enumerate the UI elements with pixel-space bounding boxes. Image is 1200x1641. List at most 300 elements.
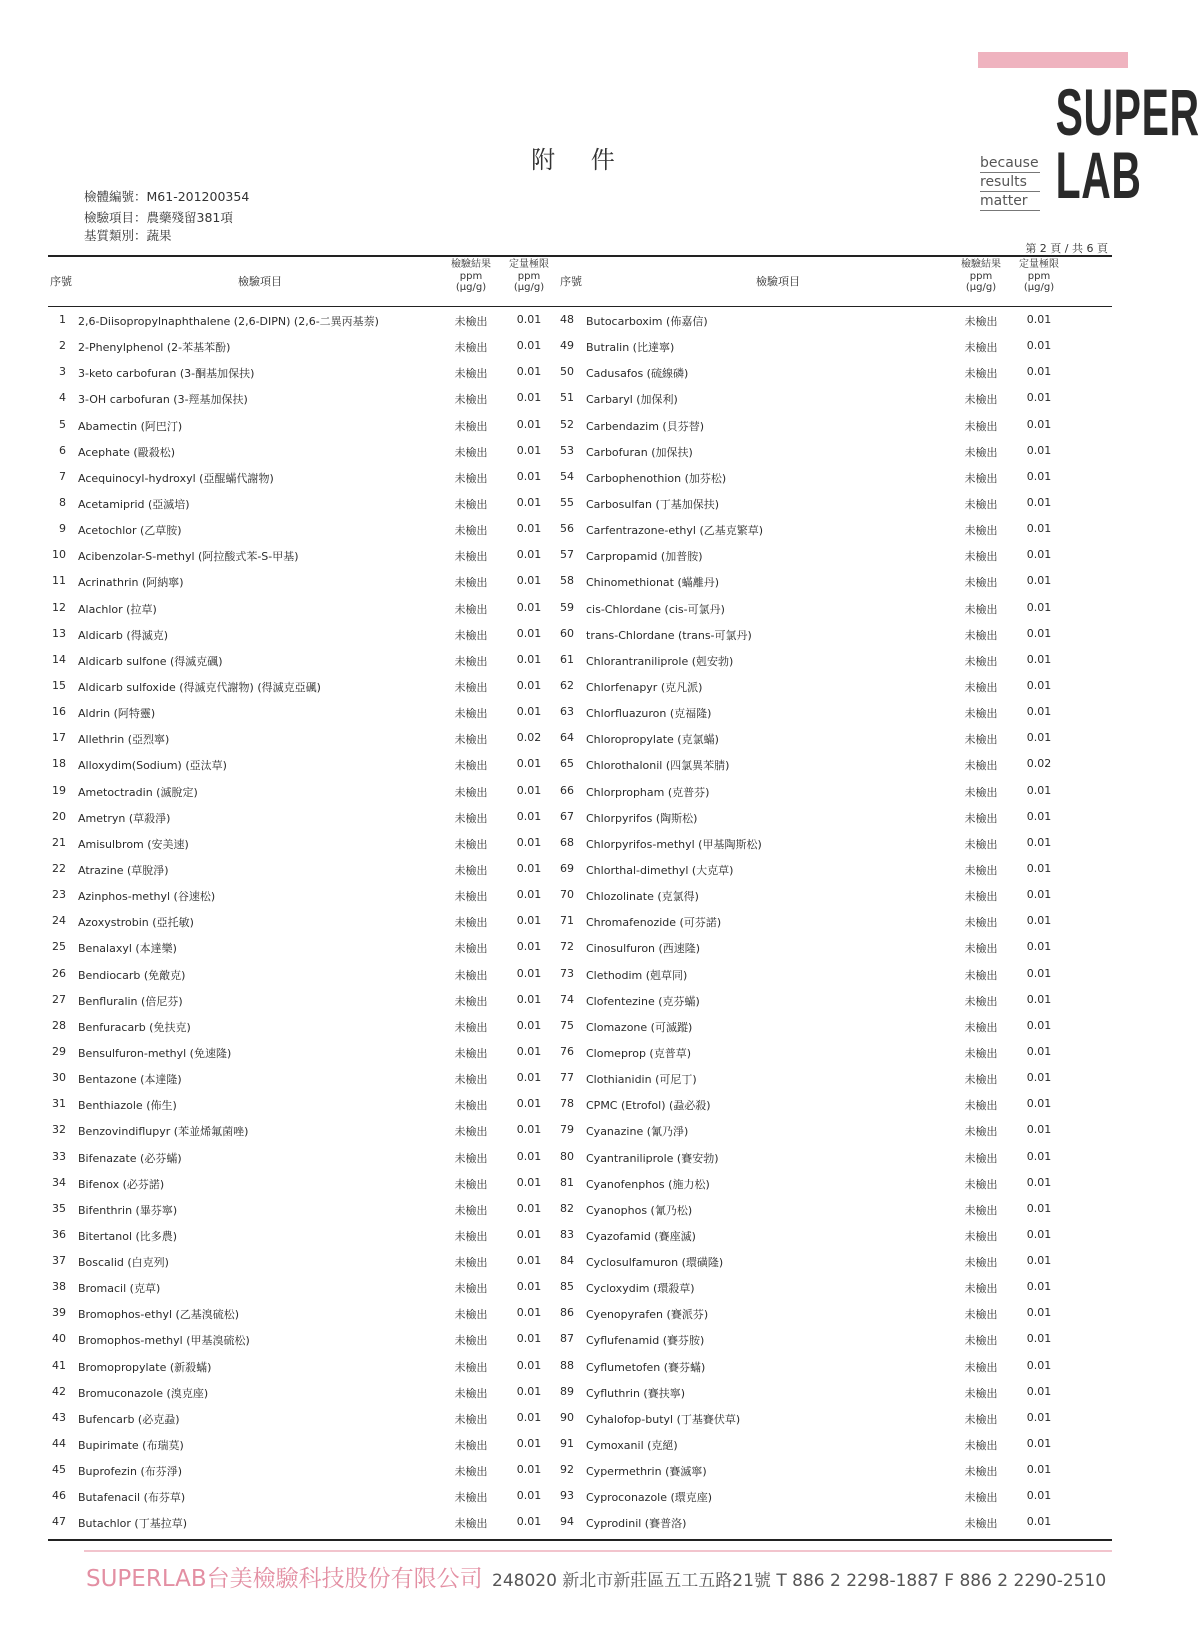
pesticide-name: Bifenthrin (畢芬寧) — [78, 1203, 178, 1217]
quantitation-limit: 0.01 — [1026, 469, 1052, 483]
quantitation-limit: 0.01 — [1026, 678, 1052, 692]
test-result: 未檢出 — [454, 315, 488, 328]
quantitation-limit: 0.01 — [1026, 731, 1052, 745]
pesticide-name: Chlorpyrifos-methyl (甲基陶斯松) — [586, 837, 762, 851]
quantitation-limit: 0.01 — [1026, 1306, 1052, 1320]
quantitation-limit: 0.01 — [1026, 443, 1052, 457]
pesticide-name: Bifenazate (必芬蟎) — [78, 1151, 182, 1165]
row-number: 22 — [52, 861, 66, 875]
row-number: 54 — [560, 469, 574, 483]
quantitation-limit: 0.01 — [1026, 313, 1052, 326]
quantitation-limit: 0.01 — [516, 1254, 542, 1268]
header-loq-right — [1012, 259, 1066, 294]
quantitation-limit: 0.01 — [516, 1097, 542, 1111]
row-number: 33 — [52, 1149, 66, 1163]
test-result: 未檢出 — [964, 1020, 998, 1034]
table-row — [48, 855, 1112, 881]
table-row — [48, 1064, 1112, 1090]
pesticide-name: Acrinathrin (阿納寧) — [78, 576, 184, 590]
row-number: 79 — [560, 1123, 574, 1137]
test-result: 未檢出 — [964, 707, 998, 721]
row-number: 53 — [560, 443, 574, 457]
test-result: 未檢出 — [454, 524, 488, 538]
quantitation-limit: 0.01 — [516, 809, 542, 823]
row-number: 67 — [560, 809, 574, 823]
test-result: 未檢出 — [454, 916, 488, 930]
results-table-body — [48, 306, 1112, 1535]
pesticide-name: Bentazone (本達隆) — [78, 1073, 182, 1087]
test-item: 檢驗項目：農藥殘留381項 — [84, 210, 233, 225]
quantitation-limit: 0.01 — [516, 1306, 542, 1320]
pesticide-name: trans-Chlordane (trans-可氯丹) — [586, 628, 752, 642]
test-result: 未檢出 — [454, 863, 488, 877]
test-result: 未檢出 — [454, 602, 488, 616]
row-number: 9 — [59, 522, 66, 536]
test-result: 未檢出 — [964, 1360, 998, 1374]
pesticide-name: Cyflufenamid (賽芬胺) — [586, 1334, 705, 1348]
pesticide-name: Bupirimate (布瑞莫) — [78, 1439, 184, 1453]
test-result: 未檢出 — [964, 393, 998, 407]
test-result: 未檢出 — [964, 811, 998, 825]
header-loq-label: 定量極限 — [1019, 259, 1059, 270]
test-result: 未檢出 — [454, 811, 488, 825]
pesticide-name: Alloxydim(Sodium) (亞汰草) — [78, 759, 227, 773]
pesticide-name: Bromopropylate (新殺蟎) — [78, 1360, 212, 1374]
pesticide-name: Cypermethrin (賽滅寧) — [586, 1465, 707, 1479]
quantitation-limit: 0.01 — [516, 522, 542, 536]
quantitation-limit: 0.01 — [1026, 835, 1052, 849]
test-result: 未檢出 — [454, 1229, 488, 1243]
test-result: 未檢出 — [964, 733, 998, 747]
row-number: 71 — [560, 914, 574, 928]
test-result: 未檢出 — [964, 445, 998, 459]
pesticide-name: Aldicarb (得滅克) — [78, 628, 168, 642]
row-number: 93 — [560, 1489, 574, 1503]
pesticide-name: Butafenacil (布芬草) — [78, 1491, 186, 1505]
pesticide-name: Cyantraniliprole (賽安勃) — [586, 1151, 719, 1165]
row-number: 59 — [560, 600, 574, 614]
quantitation-limit: 0.01 — [1026, 809, 1052, 823]
row-number: 60 — [560, 626, 574, 640]
row-number: 13 — [52, 626, 66, 640]
pesticide-name: Abamectin (阿巴汀) — [78, 419, 183, 433]
row-number: 70 — [560, 888, 574, 902]
test-result: 未檢出 — [454, 1386, 488, 1400]
test-result: 未檢出 — [454, 1308, 488, 1322]
row-number: 56 — [560, 522, 574, 536]
pesticide-name: Cyhalofop-butyl (丁基賽伏草) — [586, 1412, 741, 1426]
table-bottom-rule — [48, 1539, 1112, 1541]
row-number: 10 — [52, 548, 66, 562]
pesticide-name: Benfluralin (倍尼芬) — [78, 994, 183, 1008]
pesticide-name: Cyazofamid (賽座滅) — [586, 1229, 696, 1243]
quantitation-limit: 0.01 — [516, 861, 542, 875]
test-result: 未檢出 — [964, 1256, 998, 1270]
row-number: 73 — [560, 966, 574, 980]
row-number: 20 — [52, 809, 66, 823]
table-top-rule — [48, 255, 1112, 257]
quantitation-limit: 0.01 — [516, 1175, 542, 1189]
header-no-right: 序號 — [560, 275, 582, 288]
test-result: 未檢出 — [454, 1517, 488, 1531]
header-loq-unit: ppm — [1027, 270, 1051, 282]
table-row — [48, 1012, 1112, 1038]
pesticide-name: Aldicarb sulfoxide (得滅克代謝物) (得滅克亞碸) — [78, 680, 321, 694]
quantitation-limit: 0.01 — [1026, 1071, 1052, 1085]
row-number: 25 — [52, 940, 66, 954]
row-number: 92 — [560, 1463, 574, 1477]
pesticide-name: Azoxystrobin (亞托敏) — [78, 916, 194, 930]
pesticide-name: Butralin (比達寧) — [586, 341, 675, 355]
row-number: 81 — [560, 1175, 574, 1189]
quantitation-limit: 0.01 — [516, 992, 542, 1006]
test-result: 未檢出 — [964, 576, 998, 590]
quantitation-limit: 0.01 — [1026, 1201, 1052, 1215]
quantitation-limit: 0.01 — [1026, 1489, 1052, 1503]
row-number: 85 — [560, 1280, 574, 1294]
test-result: 未檢出 — [964, 497, 998, 511]
row-number: 87 — [560, 1332, 574, 1346]
quantitation-limit: 0.01 — [516, 469, 542, 483]
row-number: 89 — [560, 1384, 574, 1398]
pesticide-name: 3-OH carbofuran (3-羥基加保扶) — [78, 393, 248, 407]
quantitation-limit: 0.01 — [516, 914, 542, 928]
quantitation-limit: 0.01 — [516, 783, 542, 797]
test-result: 未檢出 — [454, 1151, 488, 1165]
row-number: 90 — [560, 1410, 574, 1424]
table-row — [48, 437, 1112, 463]
header-loq-unit-alt: (μg/g) — [513, 282, 545, 293]
row-number: 8 — [59, 495, 66, 509]
header-result-label: 檢驗結果 — [961, 259, 1001, 270]
test-result: 未檢出 — [454, 680, 488, 694]
test-result: 未檢出 — [964, 1334, 998, 1348]
test-result: 未檢出 — [964, 863, 998, 877]
pesticide-name: Boscalid (白克列) — [78, 1256, 169, 1270]
test-result: 未檢出 — [964, 1099, 998, 1113]
quantitation-limit: 0.01 — [1026, 1332, 1052, 1346]
test-result: 未檢出 — [454, 759, 488, 773]
pesticide-name: Cadusafos (硫線磷) — [586, 367, 689, 381]
quantitation-limit: 0.01 — [516, 1149, 542, 1163]
row-number: 45 — [52, 1463, 66, 1477]
row-number: 31 — [52, 1097, 66, 1111]
table-row — [48, 724, 1112, 750]
quantitation-limit: 0.01 — [516, 417, 542, 431]
pesticide-name: cis-Chlordane (cis-可氯丹) — [586, 602, 725, 616]
test-result: 未檢出 — [964, 968, 998, 982]
row-number: 65 — [560, 757, 574, 771]
test-result: 未檢出 — [964, 341, 998, 355]
table-row — [48, 1221, 1112, 1247]
row-number: 80 — [560, 1149, 574, 1163]
logo-tagline-line: because — [980, 155, 1039, 171]
table-row — [48, 1430, 1112, 1456]
row-number: 47 — [52, 1515, 66, 1529]
table-row — [48, 698, 1112, 724]
table-row — [48, 646, 1112, 672]
test-result: 未檢出 — [454, 1256, 488, 1270]
quantitation-limit: 0.01 — [516, 1437, 542, 1451]
row-number: 15 — [52, 678, 66, 692]
table-row — [48, 541, 1112, 567]
row-number: 18 — [52, 757, 66, 771]
quantitation-limit: 0.01 — [516, 966, 542, 980]
row-number: 77 — [560, 1071, 574, 1085]
row-number: 50 — [560, 365, 574, 379]
header-item-left: 檢驗項目 — [238, 275, 282, 288]
table-row — [48, 1116, 1112, 1142]
pesticide-name: Chlorthal-dimethyl (大克草) — [586, 863, 734, 877]
test-result: 未檢出 — [454, 367, 488, 381]
test-result: 未檢出 — [454, 1203, 488, 1217]
pesticide-name: Chlorfenapyr (克凡派) — [586, 680, 703, 694]
row-number: 29 — [52, 1044, 66, 1058]
row-number: 94 — [560, 1515, 574, 1529]
table-row — [48, 1404, 1112, 1430]
table-row — [48, 907, 1112, 933]
pesticide-name: Chlorpyrifos (陶斯松) — [586, 811, 698, 825]
pesticide-name: Acetochlor (乙草胺) — [78, 524, 182, 538]
logo-accent-bar — [978, 52, 1128, 68]
quantitation-limit: 0.01 — [1026, 548, 1052, 562]
row-number: 37 — [52, 1254, 66, 1268]
logo-tagline-line: matter — [980, 192, 1040, 211]
row-number: 39 — [52, 1306, 66, 1320]
row-number: 58 — [560, 574, 574, 588]
row-number: 35 — [52, 1201, 66, 1215]
test-result: 未檢出 — [454, 890, 488, 904]
header-result-right — [954, 259, 1008, 294]
test-result: 未檢出 — [964, 367, 998, 381]
table-row — [48, 463, 1112, 489]
row-number: 76 — [560, 1044, 574, 1058]
row-number: 82 — [560, 1201, 574, 1215]
test-result: 未檢出 — [454, 445, 488, 459]
row-number: 16 — [52, 705, 66, 719]
test-result: 未檢出 — [964, 1386, 998, 1400]
pesticide-name: Chromafenozide (可芬諾) — [586, 916, 722, 930]
row-number: 49 — [560, 339, 574, 353]
test-result: 未檢出 — [454, 1360, 488, 1374]
row-number: 57 — [560, 548, 574, 562]
quantitation-limit: 0.01 — [516, 1071, 542, 1085]
test-result: 未檢出 — [454, 1020, 488, 1034]
pesticide-name: Chlorothalonil (四氯異苯腈) — [586, 759, 730, 773]
test-result: 未檢出 — [454, 968, 488, 982]
row-number: 68 — [560, 835, 574, 849]
quantitation-limit: 0.01 — [516, 757, 542, 771]
pesticide-name: Bitertanol (比多農) — [78, 1229, 178, 1243]
quantitation-limit: 0.01 — [1026, 522, 1052, 536]
row-number: 28 — [52, 1018, 66, 1032]
test-result: 未檢出 — [964, 1125, 998, 1139]
row-number: 83 — [560, 1227, 574, 1241]
row-number: 2 — [59, 339, 66, 353]
quantitation-limit: 0.01 — [1026, 626, 1052, 640]
test-result: 未檢出 — [454, 1177, 488, 1191]
pesticide-name: Benthiazole (佈生) — [78, 1099, 177, 1113]
pesticide-name: Chlorfluazuron (克福隆) — [586, 707, 712, 721]
row-number: 1 — [59, 313, 66, 326]
test-result: 未檢出 — [964, 471, 998, 485]
row-number: 63 — [560, 705, 574, 719]
table-row — [48, 881, 1112, 907]
table-row — [48, 750, 1112, 776]
pesticide-name: Acibenzolar-S-methyl (阿拉酸式苯-S-甲基) — [78, 550, 299, 564]
quantitation-limit: 0.01 — [516, 443, 542, 457]
table-row — [48, 1273, 1112, 1299]
table-row — [48, 1352, 1112, 1378]
pesticide-name: Chlorpropham (克普芬) — [586, 785, 710, 799]
test-result: 未檢出 — [454, 550, 488, 564]
quantitation-limit: 0.01 — [1026, 783, 1052, 797]
table-row — [48, 332, 1112, 358]
page-title: 附 件 — [531, 146, 629, 174]
test-result: 未檢出 — [964, 419, 998, 433]
quantitation-limit: 0.01 — [516, 888, 542, 902]
quantitation-limit: 0.01 — [516, 1489, 542, 1503]
row-number: 64 — [560, 731, 574, 745]
pesticide-name: Clethodim (剋草同) — [586, 968, 688, 982]
pesticide-name: 2-Phenylphenol (2-苯基苯酚) — [78, 341, 231, 355]
header-loq-unit: ppm — [517, 270, 541, 282]
test-result: 未檢出 — [454, 1125, 488, 1139]
quantitation-limit: 0.01 — [1026, 1044, 1052, 1058]
quantitation-limit: 0.01 — [1026, 1358, 1052, 1372]
pesticide-name: Aldrin (阿特靈) — [78, 707, 156, 721]
pesticide-name: Butocarboxim (佈嘉信) — [586, 315, 708, 328]
table-row — [48, 594, 1112, 620]
logo-lab-text: LAB — [1055, 138, 1142, 212]
pesticide-name: Cyanazine (氰乃淨) — [586, 1125, 689, 1139]
test-result: 未檢出 — [964, 550, 998, 564]
test-result: 未檢出 — [454, 994, 488, 1008]
row-number: 84 — [560, 1254, 574, 1268]
pesticide-name: Bromacil (克草) — [78, 1282, 161, 1296]
test-result: 未檢出 — [454, 654, 488, 668]
table-row — [48, 986, 1112, 1012]
row-number: 43 — [52, 1410, 66, 1424]
quantitation-limit: 0.01 — [1026, 1175, 1052, 1189]
pesticide-name: Acequinocyl-hydroxyl (亞醌蟎代謝物) — [78, 471, 274, 485]
quantitation-limit: 0.01 — [516, 1410, 542, 1424]
header-loq-left — [502, 259, 556, 294]
header-result-unit-alt: (μg/g) — [965, 282, 997, 293]
quantitation-limit: 0.01 — [1026, 574, 1052, 588]
pesticide-name: Cyanofenphos (施力松) — [586, 1177, 710, 1191]
test-result: 未檢出 — [454, 837, 488, 851]
quantitation-limit: 0.01 — [1026, 417, 1052, 431]
row-number: 5 — [59, 417, 66, 431]
quantitation-limit: 0.01 — [1026, 1280, 1052, 1294]
quantitation-limit: 0.01 — [516, 600, 542, 614]
header-result-left — [444, 259, 498, 294]
pesticide-name: Clomazone (可滅蹤) — [586, 1020, 693, 1034]
pesticide-name: Chlorantraniliprole (剋安勃) — [586, 654, 734, 668]
quantitation-limit: 0.01 — [516, 940, 542, 954]
quantitation-limit: 0.01 — [1026, 1437, 1052, 1451]
table-row — [48, 1299, 1112, 1325]
table-row — [48, 1195, 1112, 1221]
quantitation-limit: 0.01 — [516, 1384, 542, 1398]
pesticide-name: Cyfluthrin (賽扶寧) — [586, 1386, 686, 1400]
row-number: 40 — [52, 1332, 66, 1346]
pesticide-name: CPMC (Etrofol) (蝨必殺) — [586, 1099, 711, 1113]
quantitation-limit: 0.01 — [516, 1044, 542, 1058]
logo-super-text: SUPER — [1055, 75, 1200, 149]
pesticide-name: Carbofuran (加保扶) — [586, 445, 693, 459]
header-no-left: 序號 — [50, 275, 72, 288]
row-number: 24 — [52, 914, 66, 928]
row-number: 21 — [52, 835, 66, 849]
quantitation-limit: 0.01 — [516, 313, 542, 326]
table-row — [48, 933, 1112, 959]
test-result: 未檢出 — [454, 628, 488, 642]
pesticide-name: Clothianidin (可尼丁) — [586, 1073, 697, 1087]
row-number: 86 — [560, 1306, 574, 1320]
test-result: 未檢出 — [964, 837, 998, 851]
quantitation-limit: 0.01 — [1026, 1097, 1052, 1111]
test-result: 未檢出 — [964, 994, 998, 1008]
row-number: 26 — [52, 966, 66, 980]
quantitation-limit: 0.01 — [516, 574, 542, 588]
table-row — [48, 777, 1112, 803]
test-result: 未檢出 — [964, 759, 998, 773]
header-loq-label: 定量極限 — [509, 259, 549, 270]
pesticide-name: Bromuconazole (溴克座) — [78, 1386, 209, 1400]
quantitation-limit: 0.01 — [516, 705, 542, 719]
quantitation-limit: 0.01 — [1026, 966, 1052, 980]
table-row — [48, 489, 1112, 515]
test-result: 未檢出 — [964, 524, 998, 538]
pesticide-name: Azinphos-methyl (谷速松) — [78, 890, 216, 904]
row-number: 78 — [560, 1097, 574, 1111]
table-row — [48, 1247, 1112, 1273]
test-result: 未檢出 — [454, 1046, 488, 1060]
header-item-right: 檢驗項目 — [756, 275, 800, 288]
row-number: 88 — [560, 1358, 574, 1372]
pesticide-name: Amisulbrom (安美速) — [78, 837, 189, 851]
quantitation-limit: 0.01 — [1026, 1018, 1052, 1032]
test-result: 未檢出 — [964, 1177, 998, 1191]
row-number: 42 — [52, 1384, 66, 1398]
table-row — [48, 1143, 1112, 1169]
pesticide-name: Cycloxydim (環殺草) — [586, 1282, 695, 1296]
row-number: 46 — [52, 1489, 66, 1503]
quantitation-limit: 0.01 — [516, 626, 542, 640]
row-number: 62 — [560, 678, 574, 692]
quantitation-limit: 0.01 — [516, 548, 542, 562]
quantitation-limit: 0.01 — [1026, 888, 1052, 902]
row-number: 41 — [52, 1358, 66, 1372]
row-number: 75 — [560, 1018, 574, 1032]
pesticide-name: Ametryn (草殺淨) — [78, 811, 171, 825]
pesticide-name: Cyprodinil (賽普洛) — [586, 1517, 687, 1531]
footer-rule — [84, 1550, 1112, 1552]
test-result: 未檢出 — [454, 707, 488, 721]
table-row — [48, 803, 1112, 829]
pesticide-name: Carbendazim (貝芬替) — [586, 419, 705, 433]
test-result: 未檢出 — [964, 1203, 998, 1217]
row-number: 61 — [560, 652, 574, 666]
test-result: 未檢出 — [964, 1073, 998, 1087]
table-row — [48, 1482, 1112, 1508]
pesticide-name: Carbophenothion (加芬松) — [586, 471, 727, 485]
quantitation-limit: 0.01 — [1026, 600, 1052, 614]
pesticide-name: 2,6-Diisopropylnaphthalene (2,6-DIPN) (2,6-二異丙基萘) — [78, 315, 379, 328]
pesticide-name: Aldicarb sulfone (得滅克碸) — [78, 654, 223, 668]
